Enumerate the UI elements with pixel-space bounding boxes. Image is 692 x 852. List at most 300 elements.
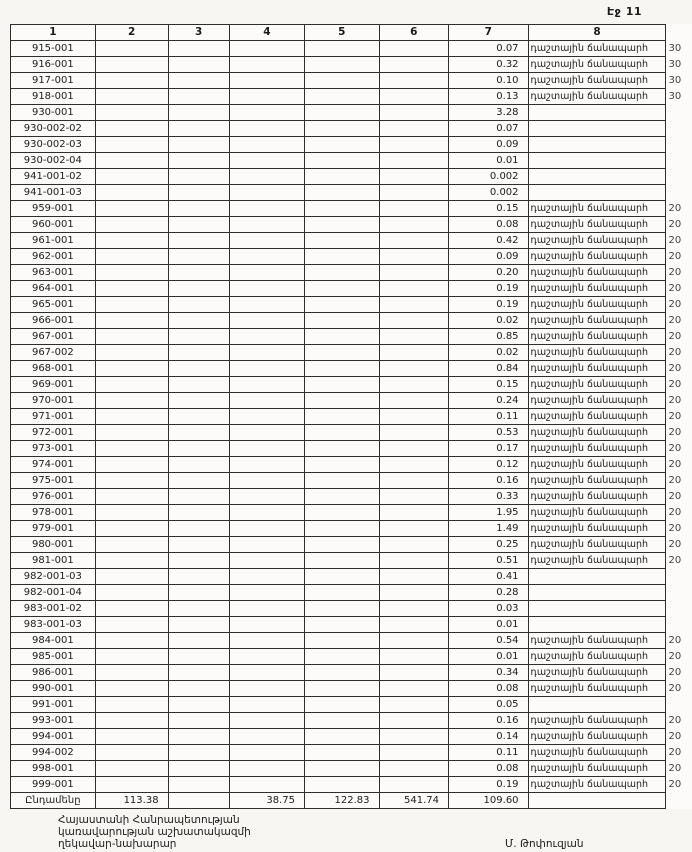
empty-cell	[95, 137, 168, 153]
empty-cell	[229, 281, 304, 297]
empty-cell	[379, 777, 449, 793]
empty-cell	[379, 681, 449, 697]
parcel-code-cell: 959-001	[11, 201, 96, 217]
empty-cell	[304, 649, 379, 665]
empty-cell	[229, 553, 304, 569]
parcel-code-cell: 975-001	[11, 473, 96, 489]
parcel-code-cell: 917-001	[11, 73, 96, 89]
empty-cell	[229, 57, 304, 73]
issuer-line-3: ղեկավար-նախարար	[58, 838, 177, 850]
parcel-code-cell: 974-001	[11, 457, 96, 473]
empty-cell	[168, 425, 229, 441]
edge-margin-number: 20	[668, 315, 682, 326]
land-use-note-cell: դաշտային ճանապարհ	[528, 745, 666, 761]
area-value-cell: 1.49	[449, 521, 529, 537]
empty-cell	[379, 441, 449, 457]
empty-cell	[95, 233, 168, 249]
parcel-code-cell: 983-001-03	[11, 617, 96, 633]
parcel-code-cell: 991-001	[11, 697, 96, 713]
parcel-code-cell: 985-001	[11, 649, 96, 665]
empty-cell	[229, 457, 304, 473]
empty-cell	[95, 505, 168, 521]
area-value-cell: 0.42	[449, 233, 529, 249]
table-row	[11, 41, 692, 57]
edge-margin-number: 20	[668, 555, 682, 566]
land-use-note-cell: դաշտային ճանապարհ	[528, 425, 666, 441]
empty-cell	[229, 745, 304, 761]
area-value-cell: 0.11	[449, 409, 529, 425]
empty-cell	[229, 489, 304, 505]
empty-cell	[304, 41, 379, 57]
empty-cell	[304, 617, 379, 633]
area-value-cell: 0.32	[449, 57, 529, 73]
column-header-6: 6	[379, 25, 449, 41]
empty-cell	[379, 57, 449, 73]
land-use-note-cell: դաշտային ճանապարհ	[528, 329, 666, 345]
empty-cell	[379, 377, 449, 393]
empty-cell	[95, 553, 168, 569]
empty-cell	[304, 345, 379, 361]
empty-cell	[229, 537, 304, 553]
empty-cell	[229, 137, 304, 153]
edge-margin-number: 20	[668, 427, 682, 438]
empty-cell	[95, 521, 168, 537]
empty-cell	[168, 297, 229, 313]
empty-cell	[304, 729, 379, 745]
edge-margin-number	[666, 105, 692, 121]
empty-cell	[229, 585, 304, 601]
empty-cell	[379, 729, 449, 745]
edge-margin-number: 20	[668, 235, 682, 246]
parcel-code-cell: 970-001	[11, 393, 96, 409]
empty-cell	[95, 297, 168, 313]
land-use-note-cell	[528, 569, 666, 585]
total-value-cell: 541.74	[379, 793, 449, 809]
table-row	[11, 217, 692, 233]
empty-cell	[379, 585, 449, 601]
empty-cell	[168, 745, 229, 761]
empty-cell	[304, 281, 379, 297]
table-row	[11, 505, 692, 521]
table-row	[11, 377, 692, 393]
empty-cell	[95, 697, 168, 713]
empty-cell	[379, 201, 449, 217]
table-row	[11, 553, 692, 569]
parcel-code-cell: 980-001	[11, 537, 96, 553]
empty-cell	[304, 569, 379, 585]
empty-cell	[168, 329, 229, 345]
land-use-note-cell: դաշտային ճանապարհ	[528, 521, 666, 537]
empty-cell	[229, 297, 304, 313]
empty-cell	[168, 761, 229, 777]
empty-cell	[95, 201, 168, 217]
land-use-note-cell: դաշտային ճանապարհ	[528, 681, 666, 697]
land-use-note-cell: դաշտային ճանապարհ	[528, 505, 666, 521]
empty-cell	[229, 393, 304, 409]
table-row	[11, 249, 692, 265]
land-use-note-cell: դաշտային ճանապարհ	[528, 649, 666, 665]
empty-cell	[229, 329, 304, 345]
empty-cell	[168, 505, 229, 521]
table-row	[11, 313, 692, 329]
edge-margin-number: 30	[668, 43, 682, 54]
land-use-note-cell	[528, 185, 666, 201]
edge-margin-number	[666, 601, 692, 617]
column-header-2: 2	[95, 25, 168, 41]
empty-cell	[95, 121, 168, 137]
empty-cell	[95, 617, 168, 633]
total-value-cell: 38.75	[229, 793, 304, 809]
table-row	[11, 409, 692, 425]
area-value-cell: 0.17	[449, 441, 529, 457]
table-row	[11, 169, 692, 185]
empty-cell	[379, 505, 449, 521]
empty-cell	[379, 569, 449, 585]
empty-cell	[304, 745, 379, 761]
table-row	[11, 201, 692, 217]
land-use-note-cell	[528, 105, 666, 121]
area-value-cell: 0.34	[449, 665, 529, 681]
empty-cell	[379, 297, 449, 313]
empty-cell	[304, 537, 379, 553]
empty-cell	[95, 57, 168, 73]
empty-cell	[168, 585, 229, 601]
empty-cell	[95, 265, 168, 281]
empty-cell	[95, 729, 168, 745]
table-row	[11, 585, 692, 601]
area-value-cell: 0.84	[449, 361, 529, 377]
empty-cell	[168, 617, 229, 633]
empty-cell	[304, 137, 379, 153]
parcel-code-cell: 976-001	[11, 489, 96, 505]
empty-cell	[168, 41, 229, 57]
parcel-code-cell: 966-001	[11, 313, 96, 329]
empty-cell	[229, 249, 304, 265]
parcel-code-cell: 982-001-04	[11, 585, 96, 601]
empty-cell	[379, 617, 449, 633]
empty-cell	[379, 265, 449, 281]
empty-cell	[168, 233, 229, 249]
empty-cell	[229, 41, 304, 57]
area-value-cell: 0.24	[449, 393, 529, 409]
empty-cell	[95, 777, 168, 793]
empty-cell	[229, 697, 304, 713]
area-value-cell: 0.51	[449, 553, 529, 569]
empty-cell	[229, 777, 304, 793]
empty-cell	[379, 601, 449, 617]
empty-cell	[229, 505, 304, 521]
empty-cell	[168, 569, 229, 585]
edge-margin-number	[666, 169, 692, 185]
empty-cell	[304, 89, 379, 105]
edge-margin-number: 20	[668, 683, 682, 694]
land-use-note-cell	[528, 585, 666, 601]
table-row	[11, 329, 692, 345]
edge-margin-number: 20	[668, 667, 682, 678]
empty-cell	[229, 105, 304, 121]
empty-cell	[379, 89, 449, 105]
area-value-cell: 0.01	[449, 649, 529, 665]
empty-cell	[229, 569, 304, 585]
empty-cell	[229, 121, 304, 137]
empty-cell	[95, 473, 168, 489]
empty-cell	[379, 313, 449, 329]
area-value-cell: 0.15	[449, 201, 529, 217]
area-value-cell: 0.03	[449, 601, 529, 617]
area-value-cell: 0.08	[449, 681, 529, 697]
empty-cell	[168, 633, 229, 649]
parcel-code-cell: 999-001	[11, 777, 96, 793]
empty-cell	[168, 313, 229, 329]
empty-cell	[229, 617, 304, 633]
edge-margin-number: 20	[668, 251, 682, 262]
parcel-code-cell: 918-001	[11, 89, 96, 105]
table-row	[11, 137, 692, 153]
area-value-cell: 0.11	[449, 745, 529, 761]
area-value-cell: 0.07	[449, 121, 529, 137]
area-value-cell: 0.02	[449, 345, 529, 361]
empty-cell	[304, 249, 379, 265]
edge-margin-number: 20	[668, 747, 682, 758]
empty-cell	[168, 169, 229, 185]
table-row	[11, 633, 692, 649]
empty-cell	[168, 457, 229, 473]
area-value-cell: 0.10	[449, 73, 529, 89]
empty-cell	[379, 409, 449, 425]
parcel-code-cell: 978-001	[11, 505, 96, 521]
empty-cell	[379, 393, 449, 409]
empty-cell	[304, 441, 379, 457]
parcel-code-cell: 982-001-03	[11, 569, 96, 585]
edge-margin-number: 20	[668, 651, 682, 662]
empty-cell	[229, 473, 304, 489]
empty-cell	[304, 297, 379, 313]
empty-cell	[229, 265, 304, 281]
table-row	[11, 105, 692, 121]
table-header	[11, 25, 692, 41]
empty-cell	[95, 649, 168, 665]
empty-cell	[95, 361, 168, 377]
table-row	[11, 745, 692, 761]
parcel-code-cell: 971-001	[11, 409, 96, 425]
land-use-note-cell: դաշտային ճանապարհ	[528, 41, 666, 57]
empty-cell	[95, 377, 168, 393]
empty-cell	[304, 585, 379, 601]
parcel-code-cell: 930-002-04	[11, 153, 96, 169]
empty-cell	[229, 729, 304, 745]
empty-cell	[229, 217, 304, 233]
empty-cell	[379, 41, 449, 57]
land-use-note-cell: դաշտային ճանապարհ	[528, 489, 666, 505]
land-use-note-cell: դաշտային ճանապարհ	[528, 249, 666, 265]
land-use-note-cell: դաշտային ճանապարհ	[528, 553, 666, 569]
empty-cell	[379, 521, 449, 537]
land-use-note-cell: դաշտային ճանապարհ	[528, 377, 666, 393]
margin-gutter	[666, 25, 692, 41]
empty-cell	[304, 361, 379, 377]
edge-margin-number	[666, 617, 692, 633]
empty-cell	[168, 729, 229, 745]
table-row	[11, 153, 692, 169]
empty-cell	[95, 329, 168, 345]
issuer-line-1: Հայաստանի Հանրապետության	[58, 814, 240, 826]
parcel-code-cell: 962-001	[11, 249, 96, 265]
edge-margin-number	[666, 185, 692, 201]
empty-cell	[379, 281, 449, 297]
empty-cell	[229, 345, 304, 361]
empty-cell	[229, 521, 304, 537]
empty-cell	[95, 601, 168, 617]
empty-cell	[379, 185, 449, 201]
parcel-code-cell: 964-001	[11, 281, 96, 297]
area-value-cell: 0.16	[449, 473, 529, 489]
column-header-7: 7	[449, 25, 529, 41]
parcel-code-cell: 983-001-02	[11, 601, 96, 617]
edge-margin-number: 20	[668, 459, 682, 470]
edge-margin-number: 20	[668, 491, 682, 502]
empty-cell	[95, 409, 168, 425]
table-row	[11, 537, 692, 553]
area-value-cell: 0.13	[449, 89, 529, 105]
land-use-note-cell: դաշտային ճանապարհ	[528, 281, 666, 297]
empty-cell	[379, 713, 449, 729]
land-use-note-cell: դաշտային ճանապարհ	[528, 713, 666, 729]
edge-margin-number	[666, 153, 692, 169]
empty-cell	[229, 89, 304, 105]
empty-cell	[95, 457, 168, 473]
empty-cell	[95, 41, 168, 57]
table-row	[11, 121, 692, 137]
empty-cell	[304, 169, 379, 185]
table-row	[11, 777, 692, 793]
empty-cell	[304, 489, 379, 505]
area-value-cell: 0.19	[449, 297, 529, 313]
area-value-cell: 0.02	[449, 313, 529, 329]
table-row	[11, 713, 692, 729]
total-value-cell	[528, 793, 666, 809]
area-value-cell: 0.09	[449, 137, 529, 153]
empty-cell	[168, 185, 229, 201]
empty-cell	[168, 201, 229, 217]
edge-margin-number: 20	[668, 395, 682, 406]
parcel-code-cell: 986-001	[11, 665, 96, 681]
table-row	[11, 73, 692, 89]
empty-cell	[95, 761, 168, 777]
edge-margin-number	[666, 137, 692, 153]
empty-cell	[304, 553, 379, 569]
empty-cell	[168, 537, 229, 553]
land-use-note-cell: դաշտային ճանապարհ	[528, 457, 666, 473]
empty-cell	[95, 153, 168, 169]
empty-cell	[304, 473, 379, 489]
table-row	[11, 457, 692, 473]
empty-cell	[229, 201, 304, 217]
edge-margin-number: 20	[668, 523, 682, 534]
land-use-note-cell: դաշտային ճանապարհ	[528, 217, 666, 233]
empty-cell	[168, 409, 229, 425]
area-value-cell: 0.85	[449, 329, 529, 345]
table-row	[11, 281, 692, 297]
edge-margin-number: 30	[668, 75, 682, 86]
land-use-note-cell: դաշտային ճանապարհ	[528, 633, 666, 649]
empty-cell	[379, 249, 449, 265]
empty-cell	[168, 681, 229, 697]
edge-margin-number: 20	[668, 731, 682, 742]
empty-cell	[304, 377, 379, 393]
total-value-cell: 109.60	[449, 793, 529, 809]
empty-cell	[304, 329, 379, 345]
empty-cell	[304, 153, 379, 169]
edge-margin-number: 20	[668, 411, 682, 422]
area-value-cell: 1.95	[449, 505, 529, 521]
empty-cell	[229, 425, 304, 441]
table-row	[11, 297, 692, 313]
area-value-cell: 0.12	[449, 457, 529, 473]
land-use-note-cell	[528, 121, 666, 137]
table-footer	[11, 793, 692, 809]
empty-cell	[379, 217, 449, 233]
area-value-cell: 0.19	[449, 281, 529, 297]
table-row	[11, 729, 692, 745]
empty-cell	[304, 761, 379, 777]
empty-cell	[379, 361, 449, 377]
total-value-cell: 122.83	[304, 793, 379, 809]
parcel-code-cell: 994-002	[11, 745, 96, 761]
empty-cell	[168, 649, 229, 665]
table-row	[11, 233, 692, 249]
land-use-note-cell: դաշտային ճանապարհ	[528, 409, 666, 425]
empty-cell	[304, 777, 379, 793]
area-value-cell: 0.01	[449, 617, 529, 633]
edge-margin-number: 30	[668, 91, 682, 102]
area-value-cell: 0.16	[449, 713, 529, 729]
empty-cell	[229, 169, 304, 185]
column-header-8: 8	[528, 25, 666, 41]
empty-cell	[304, 121, 379, 137]
empty-cell	[229, 601, 304, 617]
empty-cell	[168, 473, 229, 489]
empty-cell	[229, 761, 304, 777]
parcel-code-cell: 930-001	[11, 105, 96, 121]
empty-cell	[95, 633, 168, 649]
parcel-code-cell: 981-001	[11, 553, 96, 569]
edge-margin-number: 20	[668, 347, 682, 358]
empty-cell	[168, 777, 229, 793]
empty-cell	[95, 89, 168, 105]
land-use-note-cell: դաշտային ճանապարհ	[528, 265, 666, 281]
table-row	[11, 649, 692, 665]
empty-cell	[95, 569, 168, 585]
empty-cell	[95, 393, 168, 409]
area-value-cell: 0.05	[449, 697, 529, 713]
empty-cell	[304, 681, 379, 697]
empty-cell	[379, 649, 449, 665]
edge-margin-number: 20	[668, 299, 682, 310]
parcel-code-cell: 965-001	[11, 297, 96, 313]
column-header-1: 1	[11, 25, 96, 41]
empty-cell	[168, 665, 229, 681]
table-row	[11, 425, 692, 441]
empty-cell	[379, 169, 449, 185]
parcel-code-cell: 915-001	[11, 41, 96, 57]
empty-cell	[304, 217, 379, 233]
area-value-cell: 0.08	[449, 217, 529, 233]
edge-margin-number: 20	[668, 779, 682, 790]
land-use-note-cell	[528, 697, 666, 713]
parcel-code-cell: 972-001	[11, 425, 96, 441]
empty-cell	[168, 281, 229, 297]
area-value-cell: 0.002	[449, 185, 529, 201]
